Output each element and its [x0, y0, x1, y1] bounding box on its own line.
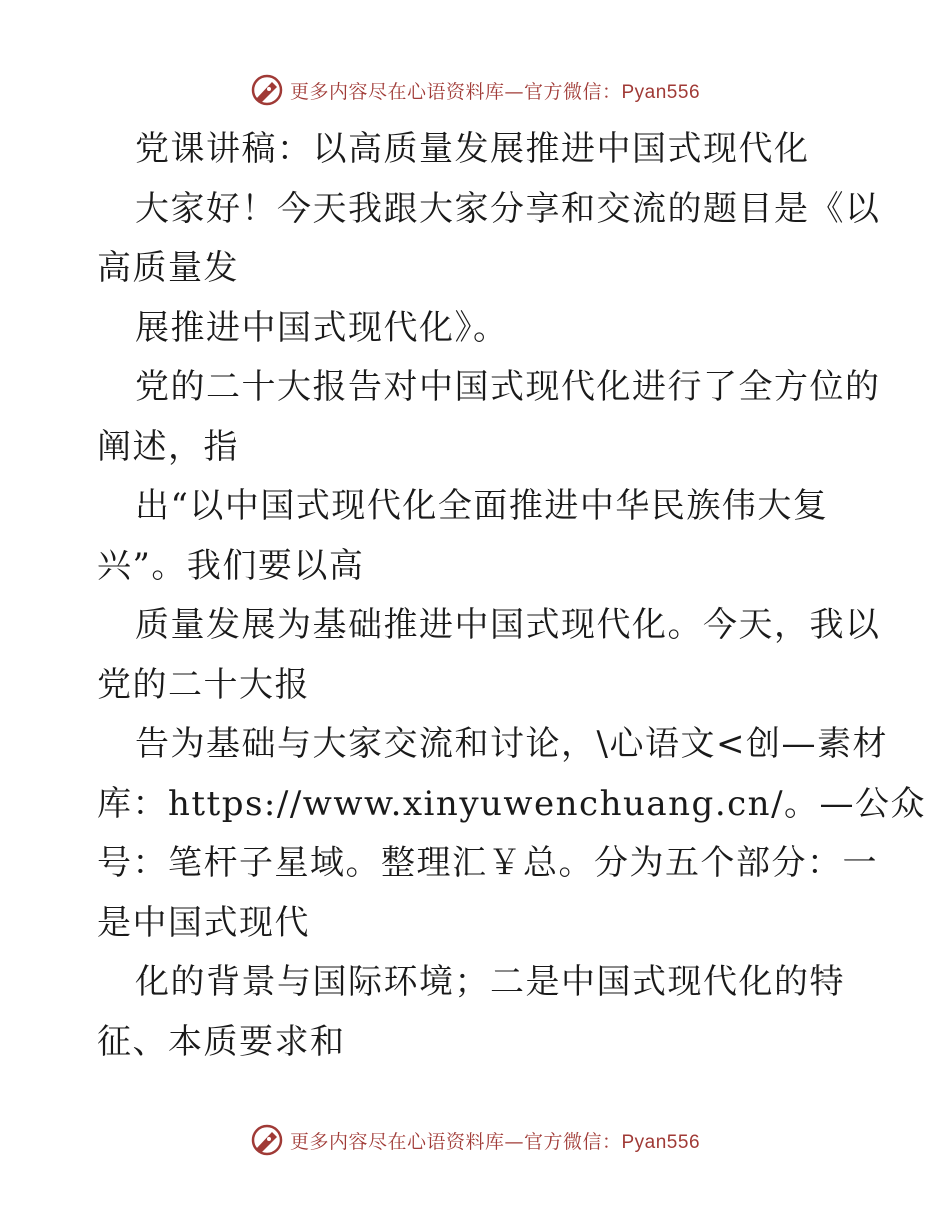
document-line: 号：笔杆子星域。整理汇￥总。分为五个部分：一: [97, 843, 878, 883]
pen-nib-logo-icon: [250, 1123, 284, 1157]
document-line: 党课讲稿：以高质量发展推进中国式现代化: [135, 129, 810, 169]
document-line: 征、本质要求和: [97, 1021, 346, 1062]
document-line: 出“以中国式现代化全面推进中华民族伟大复: [135, 486, 829, 526]
document-line: 大家好！今天我跟大家分享和交流的题目是《以: [135, 188, 881, 229]
document-line: 是中国式现代: [97, 902, 310, 943]
document-line: 库：https://www.xinyuwenchuang.cn/。—公众: [97, 783, 927, 824]
document-line: 告为基础与大家交流和讨论，\心语文<创—素材: [135, 724, 888, 764]
watermark-text: 更多内容尽在心语资料库—官方微信：Pyan556: [289, 1130, 701, 1153]
document-line: 阐述，指: [97, 426, 239, 467]
document-line: 展推进中国式现代化》。: [135, 307, 509, 348]
document-body: [97, 120, 927, 1072]
document-line: 化的背景与国际环境；二是中国式现代化的特: [135, 962, 845, 1002]
document-line: 兴”。我们要以高: [97, 545, 365, 586]
watermark-text: 更多内容尽在心语资料库—官方微信：Pyan556: [289, 80, 701, 103]
footer-watermark: [0, 1120, 950, 1160]
pen-nib-logo-icon: [250, 73, 284, 107]
document-line: 党的二十大报告对中国式现代化进行了全方位的: [135, 367, 881, 407]
header-watermark: [0, 70, 950, 110]
document-line: 高质量发: [97, 248, 239, 288]
document-line: 党的二十大报: [97, 664, 310, 705]
document-line: 质量发展为基础推进中国式现代化。今天，我以: [135, 605, 881, 645]
